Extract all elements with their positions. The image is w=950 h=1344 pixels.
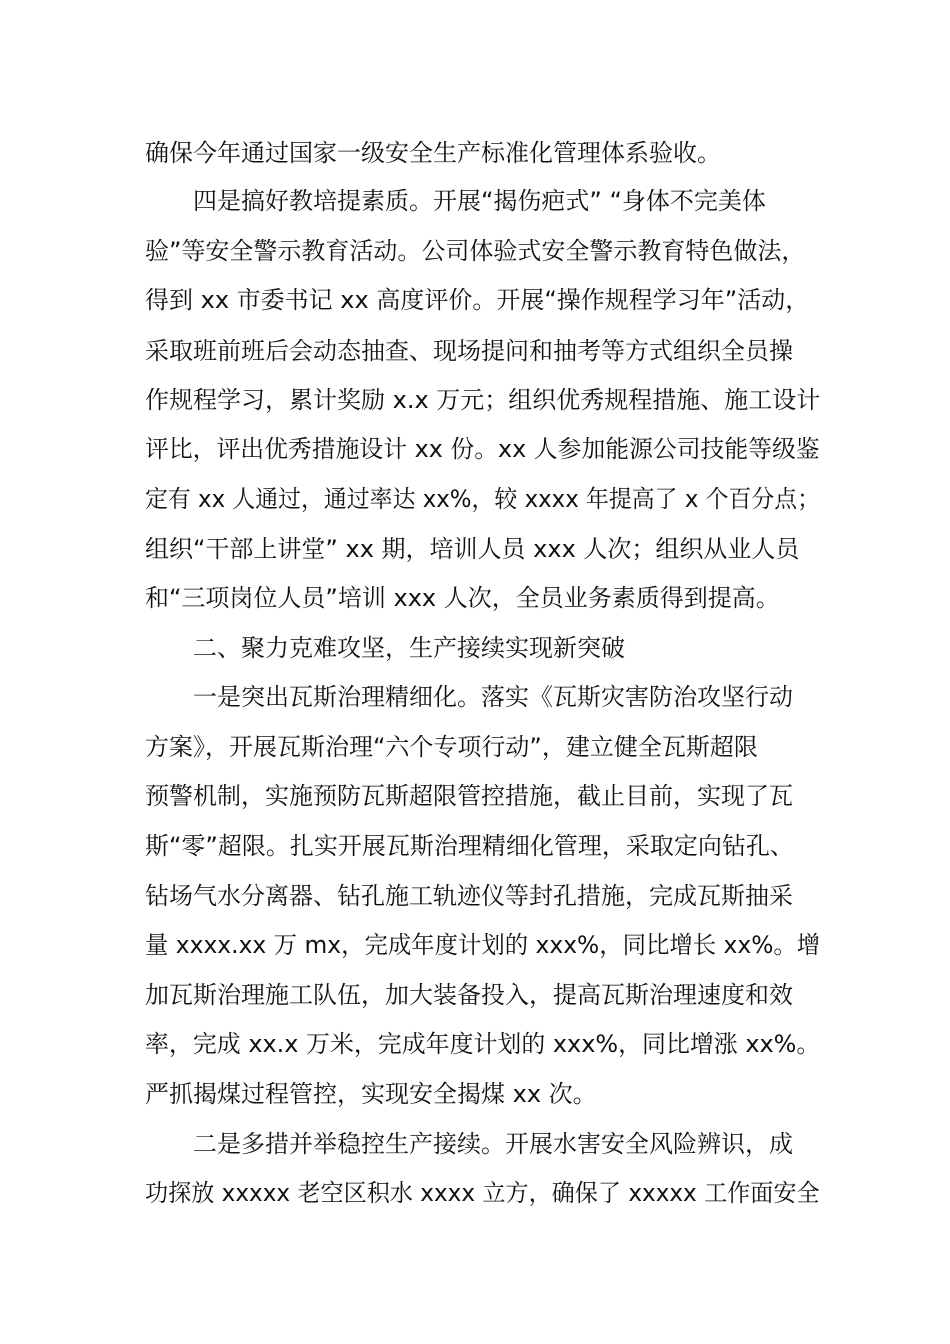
- paragraph-start: 四是搞好教培提素质。开展“揭伤疤式” “身体不完美体: [193, 187, 766, 215]
- text-line: 严抓揭煤过程管控，实现安全揭煤 xx 次。: [145, 1080, 597, 1108]
- text-line: 得到 xx 市委书记 xx 高度评价。开展“操作规程学习年”活动，: [145, 286, 810, 314]
- text-line: 采取班前班后会动态抽查、现场提问和抽考等方式组织全员操: [145, 337, 793, 365]
- paragraph-start: 二是多措并举稳控生产接续。开展水害安全风险辨识，成: [193, 1130, 793, 1158]
- text-line: 定有 xx 人通过，通过率达 xx%，较 xxxx 年提高了 x 个百分点；: [145, 485, 821, 513]
- text-line: 方案》，开展瓦斯治理“六个专项行动”，建立健全瓦斯超限: [145, 733, 758, 761]
- text-line: 确保今年通过国家一级安全生产标准化管理体系验收。: [145, 139, 721, 167]
- text-line: 作规程学习，累计奖励 x.x 万元；组织优秀规程措施、施工设计: [145, 386, 821, 414]
- text-line: 加瓦斯治理施工队伍，加大装备投入，提高瓦斯治理速度和效: [145, 981, 793, 1009]
- text-line: 组织“干部上讲堂” xx 期，培训人员 xxx 人次；组织从业人员: [145, 535, 800, 563]
- section-heading: 二、聚力克难攻坚，生产接续实现新突破: [193, 634, 625, 662]
- text-line: 和“三项岗位人员”培训 xxx 人次，全员业务素质得到提高。: [145, 584, 780, 612]
- text-line: 验”等安全警示教育活动。公司体验式安全警示教育特色做法，: [145, 237, 806, 265]
- text-line: 评比，评出优秀措施设计 xx 份。xx 人参加能源公司技能等级鉴: [145, 435, 820, 463]
- text-line: 预警机制，实施预防瓦斯超限管控措施，截止目前，实现了瓦: [145, 782, 793, 810]
- paragraph-start: 一是突出瓦斯治理精细化。落实《瓦斯灾害防治攻坚行动: [193, 683, 793, 711]
- text-line: 率，完成 xx.x 万米，完成年度计划的 xxx%，同比增涨 xx%。: [145, 1030, 821, 1058]
- text-line: 功探放 xxxxx 老空区积水 xxxx 立方，确保了 xxxxx 工作面安全: [145, 1179, 820, 1207]
- text-line: 钻场气水分离器、钻孔施工轨迹仪等封孔措施，完成瓦斯抽采: [145, 882, 793, 910]
- text-line: 斯“零”超限。扎实开展瓦斯治理精细化管理，采取定向钻孔、: [145, 832, 794, 860]
- text-line: 量 xxxx.xx 万 mx，完成年度计划的 xxx%，同比增长 xx%。增: [145, 931, 821, 959]
